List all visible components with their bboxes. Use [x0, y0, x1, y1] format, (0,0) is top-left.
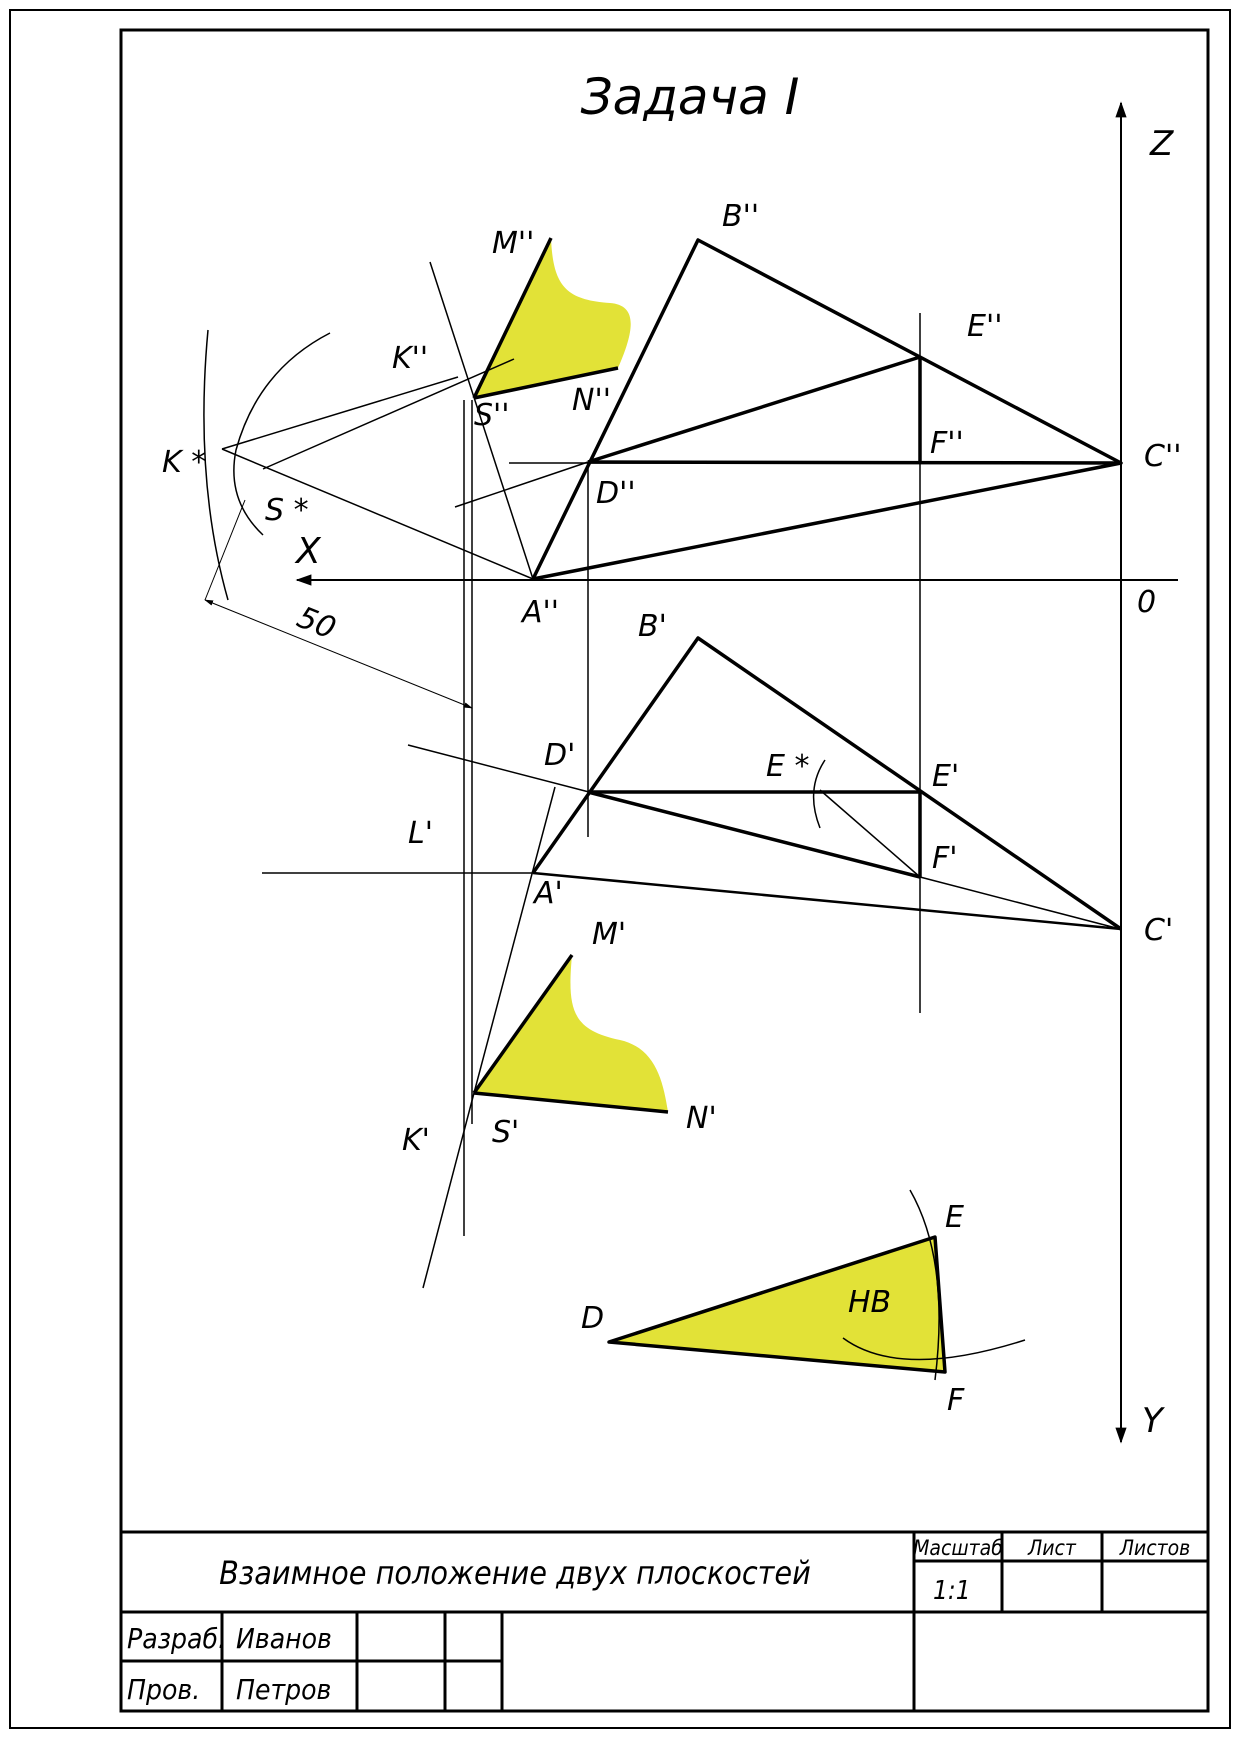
scale-header: Масштаб — [913, 1536, 1003, 1560]
developer-name: Иванов — [236, 1622, 332, 1655]
z-axis-label: Z — [1150, 124, 1174, 164]
dimension-50 — [205, 500, 472, 708]
checker-role: Пров. — [127, 1673, 201, 1706]
x-axis-label: X — [296, 531, 321, 572]
label-B2: B'' — [722, 199, 760, 234]
label-K2: K'' — [392, 341, 429, 376]
label-D: D — [581, 1301, 605, 1336]
y-axis-label: Y — [1142, 1401, 1163, 1441]
scale-value: 1:1 — [933, 1576, 971, 1606]
task-title: Задача I — [580, 68, 800, 126]
label-A1: A' — [534, 876, 563, 911]
label-K1: K' — [402, 1123, 430, 1158]
label-E1: E' — [932, 759, 960, 794]
true-size-triangle — [609, 1237, 945, 1372]
sheets-header: Листов — [1119, 1536, 1191, 1560]
construction-lines — [204, 262, 1121, 1380]
plane-mns-frontal — [474, 238, 631, 398]
outer-frame — [10, 10, 1230, 1728]
drawing-title: Взаимное положение двух плоскостей — [219, 1554, 811, 1592]
label-E: E — [945, 1200, 964, 1235]
plane-mns-horizontal — [474, 955, 668, 1112]
label-D1: D' — [544, 738, 576, 773]
label-S1: S' — [492, 1115, 520, 1150]
label-B1: B' — [638, 609, 667, 644]
label-N2: N'' — [572, 383, 611, 418]
triangle-abc-horizontal — [533, 638, 1121, 929]
label-C2: C'' — [1144, 439, 1182, 474]
label-Sstar: S * — [265, 493, 309, 528]
label-F: F — [947, 1383, 965, 1418]
filled-figures — [474, 238, 945, 1372]
origin-label: 0 — [1137, 585, 1157, 620]
label-E2: E'' — [967, 309, 1003, 344]
label-F2: F'' — [930, 426, 964, 461]
label-A2: A'' — [522, 595, 560, 630]
label-M1: M' — [592, 917, 627, 952]
label-Estar: E * — [766, 749, 810, 784]
inner-frame — [121, 30, 1208, 1711]
developer-role: Разраб. — [127, 1622, 226, 1655]
triangle-abc-frontal — [533, 240, 1121, 579]
label-C1: C' — [1144, 913, 1174, 948]
point-labels — [162, 199, 1181, 1418]
label-D2: D'' — [596, 476, 636, 511]
label-F1: F' — [932, 841, 958, 876]
axes — [297, 103, 1178, 1442]
label-M2: M'' — [492, 226, 535, 261]
label-L1: L' — [408, 816, 433, 851]
checker-name: Петров — [236, 1673, 332, 1706]
dimension-value: 50 — [292, 599, 341, 647]
label-N1: N' — [686, 1101, 717, 1136]
label-S2: S'' — [474, 398, 510, 433]
label-HB: НВ — [848, 1285, 892, 1320]
label-Kstar: K * — [162, 445, 207, 480]
sheet-header: Лист — [1028, 1536, 1076, 1560]
